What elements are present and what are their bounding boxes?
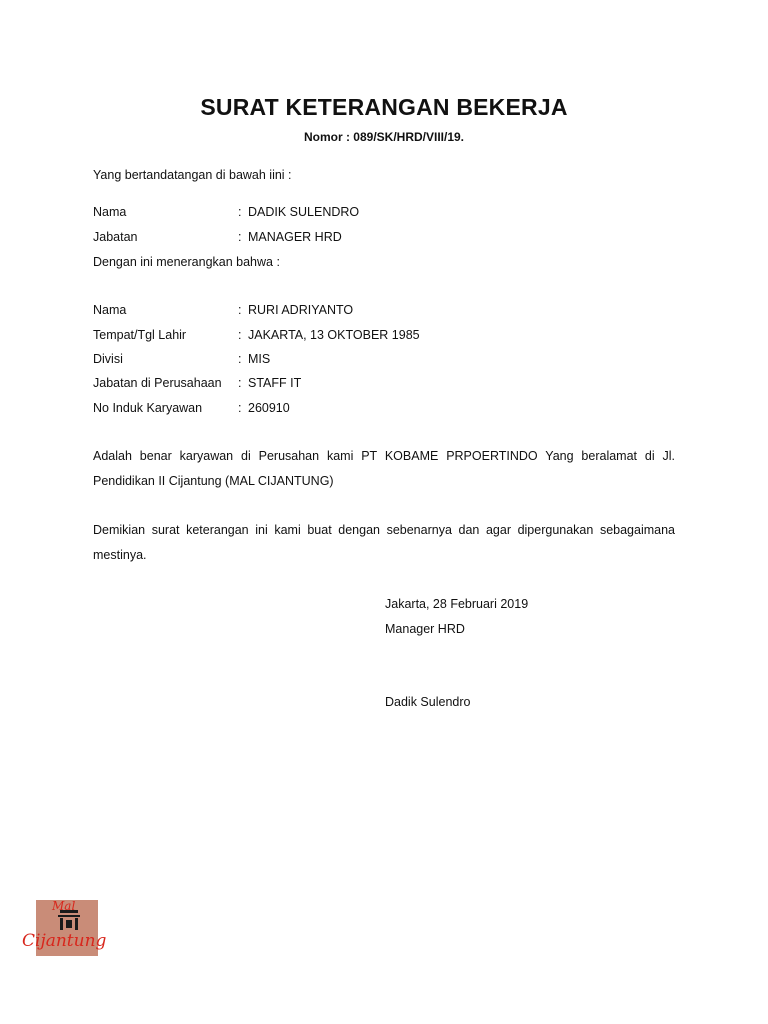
logo-beam bbox=[58, 915, 80, 917]
field-label: Divisi bbox=[93, 352, 123, 366]
field-label: Jabatan bbox=[93, 230, 138, 244]
logo-pillar-right bbox=[75, 918, 78, 930]
logo-pillar-left bbox=[60, 918, 63, 930]
field-colon: : bbox=[238, 205, 242, 219]
field-colon: : bbox=[238, 303, 242, 317]
field-colon: : bbox=[238, 230, 242, 244]
field-colon: : bbox=[238, 401, 242, 415]
declare-line: Dengan ini menerangkan bahwa : bbox=[93, 255, 280, 269]
letter-number: Nomor : 089/SK/HRD/VIII/19. bbox=[303, 130, 465, 144]
field-value: MANAGER HRD bbox=[248, 230, 342, 244]
logo-text-bottom: Cijantung bbox=[22, 931, 107, 951]
mal-cijantung-logo bbox=[22, 896, 114, 960]
field-value: STAFF IT bbox=[248, 376, 302, 390]
letter-title: SURAT KETERANGAN BEKERJA bbox=[200, 94, 568, 120]
closing-paragraph: Demikian surat keterangan ini kami buat dengan sebenarnya dan agar dipergunakan sebagaimana mestinya. bbox=[93, 523, 675, 562]
field-label: Jabatan di Perusahaan bbox=[93, 376, 222, 390]
field-colon: : bbox=[238, 376, 242, 390]
field-label: Nama bbox=[93, 205, 127, 219]
signature-place-date: Jakarta, 28 Februari 2019 bbox=[385, 597, 529, 611]
logo-door bbox=[66, 920, 72, 928]
field-colon: : bbox=[238, 328, 242, 342]
logo-text-top: Mal bbox=[52, 899, 76, 913]
signature-position: Manager HRD bbox=[385, 622, 465, 636]
employment-paragraph: Adalah benar karyawan di Perusahan kami PT KOBAME PRPOERTINDO Yang beralamat di Jl. Pendidikan II Cijantung (MAL CIJANTUNG) bbox=[93, 449, 675, 488]
field-label: No Induk Karyawan bbox=[93, 401, 203, 415]
field-colon: : bbox=[238, 352, 242, 366]
field-value: 260910 bbox=[248, 401, 290, 415]
signature-name: Dadik Sulendro bbox=[385, 695, 471, 709]
field-value: DADIK SULENDRO bbox=[248, 205, 360, 219]
field-value: RURI ADRIYANTO bbox=[248, 303, 354, 317]
field-label: Nama bbox=[93, 303, 127, 317]
field-label: Tempat/Tgl Lahir bbox=[93, 328, 187, 342]
intro-line: Yang bertandatangan di bawah iini : bbox=[93, 168, 292, 182]
field-value: MIS bbox=[248, 352, 271, 366]
field-value: JAKARTA, 13 OKTOBER 1985 bbox=[248, 328, 420, 342]
